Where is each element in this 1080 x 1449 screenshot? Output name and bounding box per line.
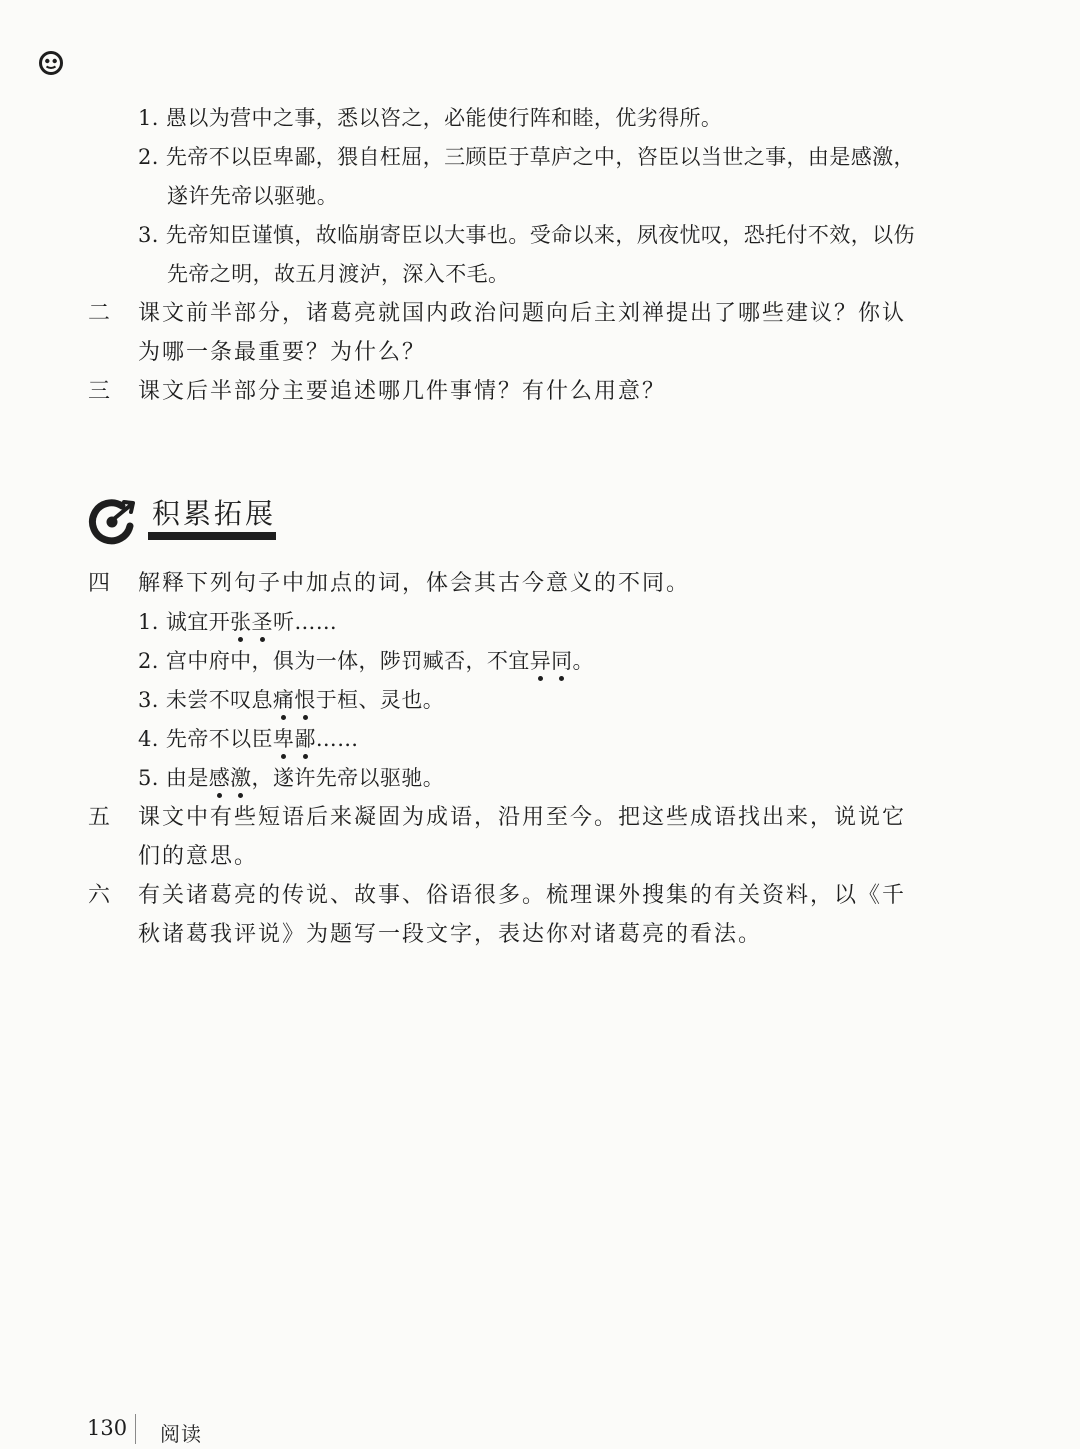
question-text-continued: 为哪一条最重要？为什么？ <box>138 340 427 365</box>
text-before: 未尝不叹息 <box>165 688 273 712</box>
dotted-word <box>530 649 573 673</box>
sub-item-5 <box>138 766 444 791</box>
item-number: 1. <box>138 610 159 634</box>
dotted-character: 鄙 <box>294 727 316 751</box>
text-after: 于桓、灵也。 <box>315 688 445 712</box>
item-number: 5. <box>138 766 159 790</box>
item-text: 先帝不以臣卑鄙，猥自枉屈，三顾臣于草庐之中，咨臣以当世之事，由是感激， <box>165 145 915 169</box>
dotted-character: 张 <box>230 610 252 634</box>
dotted-word <box>209 766 252 790</box>
dotted-character: 圣 <box>251 610 273 634</box>
question-text: 有关诸葛亮的传说、故事、俗语很多。梳理课外搜集的有关资料，以《千 <box>138 883 907 908</box>
question-text-continued: 秋诸葛我评说》为题写一段文字，表达你对诸葛亮的看法。 <box>138 922 763 947</box>
item-number: 2. <box>138 145 159 169</box>
dotted-character: 恨 <box>294 688 316 712</box>
question-text-continued: 们的意思。 <box>138 844 259 869</box>
dotted-word <box>273 727 316 751</box>
dotted-character: 卑 <box>272 727 295 751</box>
item-number: 3. <box>138 223 159 247</box>
dotted-character: 同 <box>551 649 573 673</box>
item-number: 1. <box>138 106 159 130</box>
text-before: 由是 <box>165 766 209 790</box>
footer-section-label: 阅读 <box>160 1422 202 1446</box>
item-number: 4. <box>138 727 159 751</box>
text-after: 。 <box>572 649 594 673</box>
dotted-character: 激 <box>230 766 252 790</box>
page-number: 130 <box>87 1416 128 1440</box>
item-text-continued: 先帝之明，故五月渡泸，深入不毛。 <box>167 262 510 286</box>
text-before: 宫中府中，俱为一体，陟罚臧否，不宜 <box>165 649 530 673</box>
section-title: 积累拓展 <box>152 497 277 530</box>
question-number: 六 <box>88 883 111 908</box>
item-number: 3. <box>138 688 159 712</box>
question-number: 三 <box>88 379 111 404</box>
question-number: 五 <box>88 805 111 830</box>
smiley-face-icon <box>38 50 64 76</box>
sub-item-4 <box>138 727 359 752</box>
text-after: ，遂许先帝以驱驰。 <box>251 766 445 790</box>
footer-divider <box>135 1414 136 1444</box>
dotted-character: 异 <box>529 649 552 673</box>
item-text: 愚以为营中之事，悉以咨之，必能使行阵和睦，优劣得所。 <box>165 106 723 130</box>
item-text: 先帝知臣谨慎，故临崩寄臣以大事也。受命以来，夙夜忧叹，恐托付不效，以伤 <box>165 223 915 247</box>
text-after: 听…… <box>272 610 338 634</box>
question-number: 四 <box>88 571 111 596</box>
sub-item-1 <box>138 610 337 635</box>
item-text-continued: 遂许先帝以驱驰。 <box>167 184 339 208</box>
dotted-character: 感 <box>208 766 231 790</box>
question-text: 课文后半部分主要追述哪几件事情？有什么用意？ <box>138 379 667 404</box>
question-text: 解释下列句子中加点的词，体会其古今意义的不同。 <box>138 571 691 596</box>
dotted-character: 痛 <box>272 688 295 712</box>
question-text: 课文前半部分，诸葛亮就国内政治问题向后主刘禅提出了哪些建议？你认 <box>138 301 907 326</box>
section-swirl-icon <box>86 494 138 546</box>
text-before: 先帝不以臣 <box>165 727 273 751</box>
item-number: 2. <box>138 649 159 673</box>
text-after: …… <box>315 727 359 751</box>
dotted-word <box>230 610 273 634</box>
dotted-word <box>273 688 316 712</box>
text-before: 诚宜开 <box>165 610 231 634</box>
sub-item-2 <box>138 649 594 674</box>
question-number: 二 <box>88 301 111 326</box>
sub-item-3 <box>138 688 444 713</box>
section-underline <box>148 532 276 540</box>
question-text: 课文中有些短语后来凝固为成语，沿用至今。把这些成语找出来，说说它 <box>138 805 907 830</box>
